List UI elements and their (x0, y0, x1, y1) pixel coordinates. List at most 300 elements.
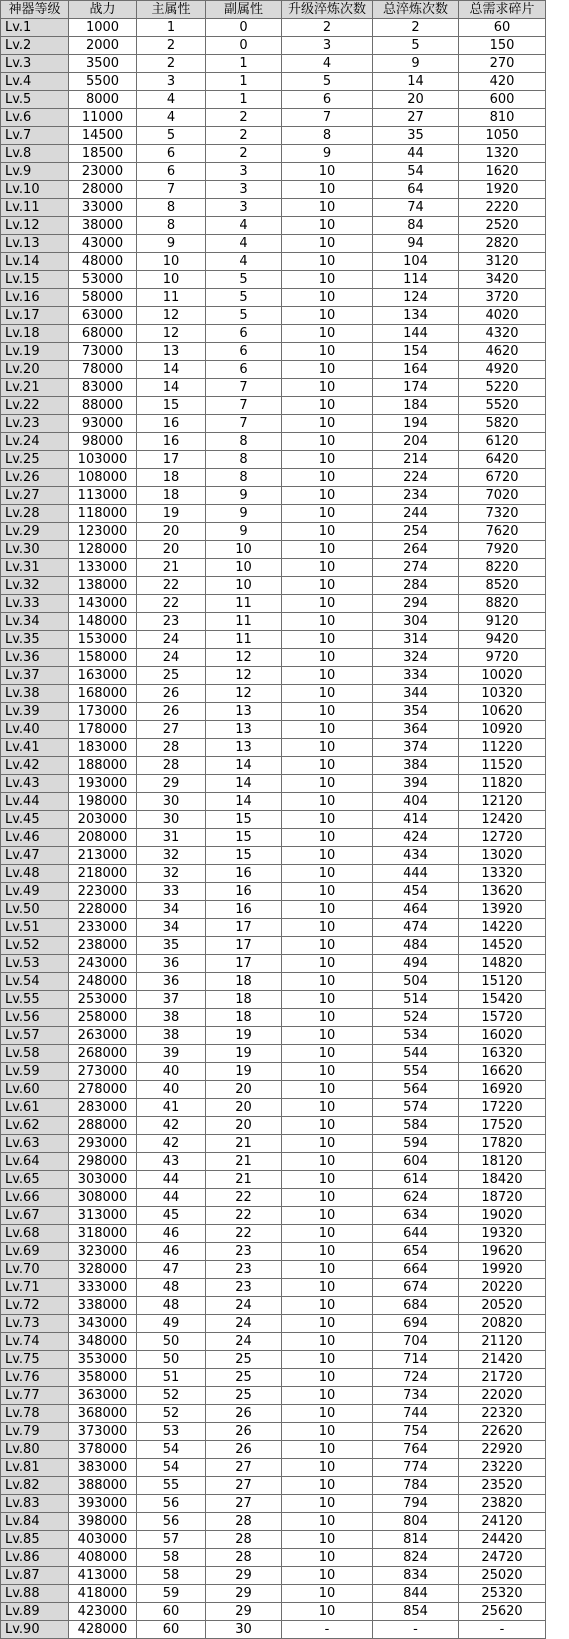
level-cell: Lv.80 (1, 1441, 69, 1459)
upgrade-refine-cell: 10 (282, 649, 373, 667)
level-cell: Lv.28 (1, 505, 69, 523)
table-row (1, 361, 546, 379)
main-attribute-cell: 16 (137, 433, 206, 451)
power-cell: 23000 (69, 163, 137, 181)
upgrade-refine-cell: 10 (282, 1135, 373, 1153)
sub-attribute-cell: 20 (206, 1117, 282, 1135)
table-row (1, 325, 546, 343)
level-cell: Lv.84 (1, 1513, 69, 1531)
level-cell: Lv.4 (1, 73, 69, 91)
main-attribute-cell: 28 (137, 757, 206, 775)
level-cell: Lv.68 (1, 1225, 69, 1243)
power-cell: 118000 (69, 505, 137, 523)
total-fragments-cell: 23820 (459, 1495, 546, 1513)
upgrade-refine-cell: 10 (282, 307, 373, 325)
level-cell: Lv.37 (1, 667, 69, 685)
total-refine-cell: 734 (373, 1387, 459, 1405)
total-refine-cell: 814 (373, 1531, 459, 1549)
upgrade-refine-cell: 10 (282, 1531, 373, 1549)
sub-attribute-cell: 16 (206, 901, 282, 919)
total-fragments-cell: 8820 (459, 595, 546, 613)
power-cell: 28000 (69, 181, 137, 199)
total-fragments-cell: 17220 (459, 1099, 546, 1117)
main-attribute-cell: 24 (137, 631, 206, 649)
main-attribute-cell: 27 (137, 721, 206, 739)
sub-attribute-cell: 12 (206, 667, 282, 685)
table-row (1, 1171, 546, 1189)
power-cell: 318000 (69, 1225, 137, 1243)
total-refine-cell: 14 (373, 73, 459, 91)
main-attribute-cell: 40 (137, 1063, 206, 1081)
total-fragments-cell: 10320 (459, 685, 546, 703)
total-fragments-cell: 16620 (459, 1063, 546, 1081)
total-refine-cell: 784 (373, 1477, 459, 1495)
total-fragments-cell: 8220 (459, 559, 546, 577)
main-attribute-cell: 35 (137, 937, 206, 955)
total-refine-cell: 224 (373, 469, 459, 487)
total-refine-cell: 714 (373, 1351, 459, 1369)
total-fragments-cell: 9720 (459, 649, 546, 667)
total-refine-cell: 274 (373, 559, 459, 577)
total-fragments-cell: 20220 (459, 1279, 546, 1297)
upgrade-refine-cell: 10 (282, 757, 373, 775)
sub-attribute-cell: 11 (206, 631, 282, 649)
level-cell: Lv.65 (1, 1171, 69, 1189)
main-attribute-cell: 46 (137, 1225, 206, 1243)
table-row (1, 415, 546, 433)
sub-attribute-cell: 14 (206, 793, 282, 811)
header-power: 战力 (69, 1, 137, 19)
level-cell: Lv.46 (1, 829, 69, 847)
power-cell: 208000 (69, 829, 137, 847)
total-refine-cell: - (373, 1621, 459, 1639)
main-attribute-cell: 8 (137, 199, 206, 217)
table-row (1, 109, 546, 127)
sub-attribute-cell: 20 (206, 1099, 282, 1117)
total-refine-cell: 314 (373, 631, 459, 649)
total-fragments-cell: 19020 (459, 1207, 546, 1225)
table-row (1, 685, 546, 703)
level-cell: Lv.34 (1, 613, 69, 631)
main-attribute-cell: 29 (137, 775, 206, 793)
sub-attribute-cell: 28 (206, 1531, 282, 1549)
total-fragments-cell: 21720 (459, 1369, 546, 1387)
level-cell: Lv.82 (1, 1477, 69, 1495)
main-attribute-cell: 6 (137, 145, 206, 163)
main-attribute-cell: 22 (137, 595, 206, 613)
total-refine-cell: 144 (373, 325, 459, 343)
table-row (1, 1063, 546, 1081)
sub-attribute-cell: 6 (206, 361, 282, 379)
total-fragments-cell: 10020 (459, 667, 546, 685)
sub-attribute-cell: 30 (206, 1621, 282, 1639)
sub-attribute-cell: 11 (206, 595, 282, 613)
level-cell: Lv.89 (1, 1603, 69, 1621)
upgrade-refine-cell: 10 (282, 883, 373, 901)
main-attribute-cell: 58 (137, 1549, 206, 1567)
total-refine-cell: 104 (373, 253, 459, 271)
sub-attribute-cell: 16 (206, 883, 282, 901)
level-cell: Lv.9 (1, 163, 69, 181)
upgrade-refine-cell: 10 (282, 865, 373, 883)
power-cell: 93000 (69, 415, 137, 433)
main-attribute-cell: 53 (137, 1423, 206, 1441)
power-cell: 298000 (69, 1153, 137, 1171)
sub-attribute-cell: 4 (206, 217, 282, 235)
main-attribute-cell: 50 (137, 1333, 206, 1351)
table-row (1, 1009, 546, 1027)
total-refine-cell: 294 (373, 595, 459, 613)
level-cell: Lv.61 (1, 1099, 69, 1117)
power-cell: 238000 (69, 937, 137, 955)
sub-attribute-cell: 1 (206, 91, 282, 109)
sub-attribute-cell: 22 (206, 1189, 282, 1207)
table-row (1, 1495, 546, 1513)
power-cell: 413000 (69, 1567, 137, 1585)
level-cell: Lv.86 (1, 1549, 69, 1567)
sub-attribute-cell: 24 (206, 1297, 282, 1315)
level-cell: Lv.27 (1, 487, 69, 505)
total-refine-cell: 484 (373, 937, 459, 955)
sub-attribute-cell: 6 (206, 343, 282, 361)
total-refine-cell: 574 (373, 1099, 459, 1117)
table-row (1, 181, 546, 199)
main-attribute-cell: 22 (137, 577, 206, 595)
main-attribute-cell: 25 (137, 667, 206, 685)
main-attribute-cell: 4 (137, 91, 206, 109)
sub-attribute-cell: 3 (206, 199, 282, 217)
upgrade-refine-cell: 10 (282, 991, 373, 1009)
power-cell: 383000 (69, 1459, 137, 1477)
main-attribute-cell: 6 (137, 163, 206, 181)
table-row (1, 1621, 546, 1639)
main-attribute-cell: 39 (137, 1045, 206, 1063)
level-cell: Lv.62 (1, 1117, 69, 1135)
sub-attribute-cell: 15 (206, 811, 282, 829)
upgrade-refine-cell: 10 (282, 631, 373, 649)
total-refine-cell: 634 (373, 1207, 459, 1225)
upgrade-refine-cell: 10 (282, 1423, 373, 1441)
total-fragments-cell: 20820 (459, 1315, 546, 1333)
total-refine-cell: 20 (373, 91, 459, 109)
total-refine-cell: 27 (373, 109, 459, 127)
sub-attribute-cell: 21 (206, 1171, 282, 1189)
level-cell: Lv.72 (1, 1297, 69, 1315)
upgrade-refine-cell: 10 (282, 1279, 373, 1297)
total-fragments-cell: 600 (459, 91, 546, 109)
total-refine-cell: 254 (373, 523, 459, 541)
power-cell: 293000 (69, 1135, 137, 1153)
sub-attribute-cell: 20 (206, 1081, 282, 1099)
upgrade-refine-cell: 10 (282, 271, 373, 289)
power-cell: 268000 (69, 1045, 137, 1063)
level-cell: Lv.76 (1, 1369, 69, 1387)
level-cell: Lv.25 (1, 451, 69, 469)
upgrade-refine-cell: 10 (282, 523, 373, 541)
total-fragments-cell: 10920 (459, 721, 546, 739)
total-refine-cell: 164 (373, 361, 459, 379)
main-attribute-cell: 5 (137, 127, 206, 145)
total-refine-cell: 754 (373, 1423, 459, 1441)
total-fragments-cell: 22020 (459, 1387, 546, 1405)
table-row (1, 577, 546, 595)
power-cell: 243000 (69, 955, 137, 973)
sub-attribute-cell: 10 (206, 577, 282, 595)
total-fragments-cell: 2220 (459, 199, 546, 217)
main-attribute-cell: 33 (137, 883, 206, 901)
upgrade-refine-cell: 10 (282, 685, 373, 703)
power-cell: 313000 (69, 1207, 137, 1225)
table-row (1, 973, 546, 991)
main-attribute-cell: 41 (137, 1099, 206, 1117)
level-cell: Lv.74 (1, 1333, 69, 1351)
level-cell: Lv.41 (1, 739, 69, 757)
sub-attribute-cell: 25 (206, 1351, 282, 1369)
level-cell: Lv.50 (1, 901, 69, 919)
level-cell: Lv.21 (1, 379, 69, 397)
main-attribute-cell: 2 (137, 55, 206, 73)
total-refine-cell: 514 (373, 991, 459, 1009)
upgrade-refine-cell: 10 (282, 451, 373, 469)
sub-attribute-cell: 23 (206, 1279, 282, 1297)
level-cell: Lv.51 (1, 919, 69, 937)
total-fragments-cell: 24720 (459, 1549, 546, 1567)
upgrade-refine-cell: 10 (282, 325, 373, 343)
table-row (1, 1603, 546, 1621)
table-row (1, 1261, 546, 1279)
table-row (1, 433, 546, 451)
main-attribute-cell: 31 (137, 829, 206, 847)
level-cell: Lv.90 (1, 1621, 69, 1639)
sub-attribute-cell: 2 (206, 109, 282, 127)
total-fragments-cell: - (459, 1621, 546, 1639)
power-cell: 168000 (69, 685, 137, 703)
level-cell: Lv.40 (1, 721, 69, 739)
sub-attribute-cell: 27 (206, 1477, 282, 1495)
sub-attribute-cell: 19 (206, 1063, 282, 1081)
table-row (1, 793, 546, 811)
sub-attribute-cell: 17 (206, 955, 282, 973)
table-row (1, 631, 546, 649)
power-cell: 248000 (69, 973, 137, 991)
total-fragments-cell: 17820 (459, 1135, 546, 1153)
power-cell: 213000 (69, 847, 137, 865)
upgrade-refine-cell: 10 (282, 973, 373, 991)
table-row (1, 991, 546, 1009)
upgrade-refine-cell: - (282, 1621, 373, 1639)
table-row (1, 1189, 546, 1207)
header-level: 神器等级 (1, 1, 69, 19)
total-refine-cell: 524 (373, 1009, 459, 1027)
power-cell: 33000 (69, 199, 137, 217)
main-attribute-cell: 59 (137, 1585, 206, 1603)
header-main-attribute: 主属性 (137, 1, 206, 19)
total-refine-cell: 214 (373, 451, 459, 469)
sub-attribute-cell: 1 (206, 73, 282, 91)
sub-attribute-cell: 18 (206, 973, 282, 991)
total-fragments-cell: 3720 (459, 289, 546, 307)
main-attribute-cell: 18 (137, 487, 206, 505)
sub-attribute-cell: 24 (206, 1333, 282, 1351)
sub-attribute-cell: 8 (206, 451, 282, 469)
upgrade-refine-cell: 10 (282, 1477, 373, 1495)
total-refine-cell: 644 (373, 1225, 459, 1243)
total-fragments-cell: 25620 (459, 1603, 546, 1621)
total-fragments-cell: 150 (459, 37, 546, 55)
power-cell: 1000 (69, 19, 137, 37)
total-fragments-cell: 15720 (459, 1009, 546, 1027)
sub-attribute-cell: 4 (206, 235, 282, 253)
main-attribute-cell: 8 (137, 217, 206, 235)
total-fragments-cell: 1620 (459, 163, 546, 181)
upgrade-refine-cell: 10 (282, 253, 373, 271)
sub-attribute-cell: 14 (206, 775, 282, 793)
upgrade-refine-cell: 10 (282, 235, 373, 253)
sub-attribute-cell: 7 (206, 379, 282, 397)
table-row (1, 937, 546, 955)
total-refine-cell: 204 (373, 433, 459, 451)
total-refine-cell: 474 (373, 919, 459, 937)
power-cell: 218000 (69, 865, 137, 883)
sub-attribute-cell: 12 (206, 685, 282, 703)
level-cell: Lv.16 (1, 289, 69, 307)
main-attribute-cell: 4 (137, 109, 206, 127)
table-row (1, 703, 546, 721)
total-fragments-cell: 24420 (459, 1531, 546, 1549)
total-refine-cell: 234 (373, 487, 459, 505)
total-fragments-cell: 8520 (459, 577, 546, 595)
total-refine-cell: 624 (373, 1189, 459, 1207)
total-refine-cell: 304 (373, 613, 459, 631)
total-refine-cell: 54 (373, 163, 459, 181)
total-fragments-cell: 12120 (459, 793, 546, 811)
table-row (1, 289, 546, 307)
upgrade-refine-cell: 10 (282, 1351, 373, 1369)
table-row (1, 739, 546, 757)
level-cell: Lv.7 (1, 127, 69, 145)
sub-attribute-cell: 3 (206, 163, 282, 181)
main-attribute-cell: 18 (137, 469, 206, 487)
power-cell: 428000 (69, 1621, 137, 1639)
total-refine-cell: 654 (373, 1243, 459, 1261)
upgrade-refine-cell: 10 (282, 1189, 373, 1207)
sub-attribute-cell: 5 (206, 289, 282, 307)
main-attribute-cell: 11 (137, 289, 206, 307)
table-row (1, 1477, 546, 1495)
upgrade-refine-cell: 2 (282, 19, 373, 37)
upgrade-refine-cell: 10 (282, 433, 373, 451)
total-fragments-cell: 16320 (459, 1045, 546, 1063)
total-fragments-cell: 5520 (459, 397, 546, 415)
total-refine-cell: 564 (373, 1081, 459, 1099)
sub-attribute-cell: 3 (206, 181, 282, 199)
level-cell: Lv.15 (1, 271, 69, 289)
upgrade-refine-cell: 10 (282, 1549, 373, 1567)
level-cell: Lv.55 (1, 991, 69, 1009)
total-refine-cell: 94 (373, 235, 459, 253)
main-attribute-cell: 52 (137, 1387, 206, 1405)
main-attribute-cell: 54 (137, 1459, 206, 1477)
total-refine-cell: 124 (373, 289, 459, 307)
power-cell: 263000 (69, 1027, 137, 1045)
total-refine-cell: 504 (373, 973, 459, 991)
power-cell: 333000 (69, 1279, 137, 1297)
main-attribute-cell: 44 (137, 1189, 206, 1207)
total-fragments-cell: 60 (459, 19, 546, 37)
upgrade-refine-cell: 10 (282, 541, 373, 559)
table-row (1, 1081, 546, 1099)
header-total-fragments: 总需求碎片 (459, 1, 546, 19)
total-refine-cell: 554 (373, 1063, 459, 1081)
power-cell: 228000 (69, 901, 137, 919)
power-cell: 173000 (69, 703, 137, 721)
main-attribute-cell: 37 (137, 991, 206, 1009)
total-refine-cell: 5 (373, 37, 459, 55)
upgrade-refine-cell: 10 (282, 1171, 373, 1189)
total-refine-cell: 694 (373, 1315, 459, 1333)
upgrade-refine-cell: 10 (282, 955, 373, 973)
total-refine-cell: 64 (373, 181, 459, 199)
main-attribute-cell: 7 (137, 181, 206, 199)
table-row (1, 775, 546, 793)
table-row (1, 901, 546, 919)
level-cell: Lv.26 (1, 469, 69, 487)
table-row (1, 451, 546, 469)
table-row (1, 1423, 546, 1441)
main-attribute-cell: 60 (137, 1621, 206, 1639)
upgrade-refine-cell: 10 (282, 1243, 373, 1261)
power-cell: 78000 (69, 361, 137, 379)
table-row (1, 199, 546, 217)
upgrade-refine-cell: 10 (282, 1405, 373, 1423)
table-row (1, 379, 546, 397)
sub-attribute-cell: 19 (206, 1045, 282, 1063)
power-cell: 48000 (69, 253, 137, 271)
power-cell: 418000 (69, 1585, 137, 1603)
sub-attribute-cell: 18 (206, 1009, 282, 1027)
total-fragments-cell: 810 (459, 109, 546, 127)
total-refine-cell: 464 (373, 901, 459, 919)
total-fragments-cell: 1320 (459, 145, 546, 163)
sub-attribute-cell: 4 (206, 253, 282, 271)
power-cell: 11000 (69, 109, 137, 127)
level-cell: Lv.52 (1, 937, 69, 955)
total-fragments-cell: 4620 (459, 343, 546, 361)
upgrade-refine-cell: 10 (282, 613, 373, 631)
level-cell: Lv.35 (1, 631, 69, 649)
level-cell: Lv.66 (1, 1189, 69, 1207)
upgrade-refine-cell: 10 (282, 559, 373, 577)
level-cell: Lv.42 (1, 757, 69, 775)
power-cell: 253000 (69, 991, 137, 1009)
sub-attribute-cell: 11 (206, 613, 282, 631)
total-fragments-cell: 19920 (459, 1261, 546, 1279)
table-row (1, 667, 546, 685)
total-refine-cell: 404 (373, 793, 459, 811)
total-fragments-cell: 22620 (459, 1423, 546, 1441)
upgrade-refine-cell: 10 (282, 847, 373, 865)
sub-attribute-cell: 23 (206, 1243, 282, 1261)
upgrade-refine-cell: 10 (282, 1495, 373, 1513)
sub-attribute-cell: 22 (206, 1225, 282, 1243)
total-fragments-cell: 21420 (459, 1351, 546, 1369)
main-attribute-cell: 49 (137, 1315, 206, 1333)
total-refine-cell: 664 (373, 1261, 459, 1279)
level-cell: Lv.70 (1, 1261, 69, 1279)
table-row (1, 649, 546, 667)
table-row (1, 1369, 546, 1387)
table-row (1, 1585, 546, 1603)
